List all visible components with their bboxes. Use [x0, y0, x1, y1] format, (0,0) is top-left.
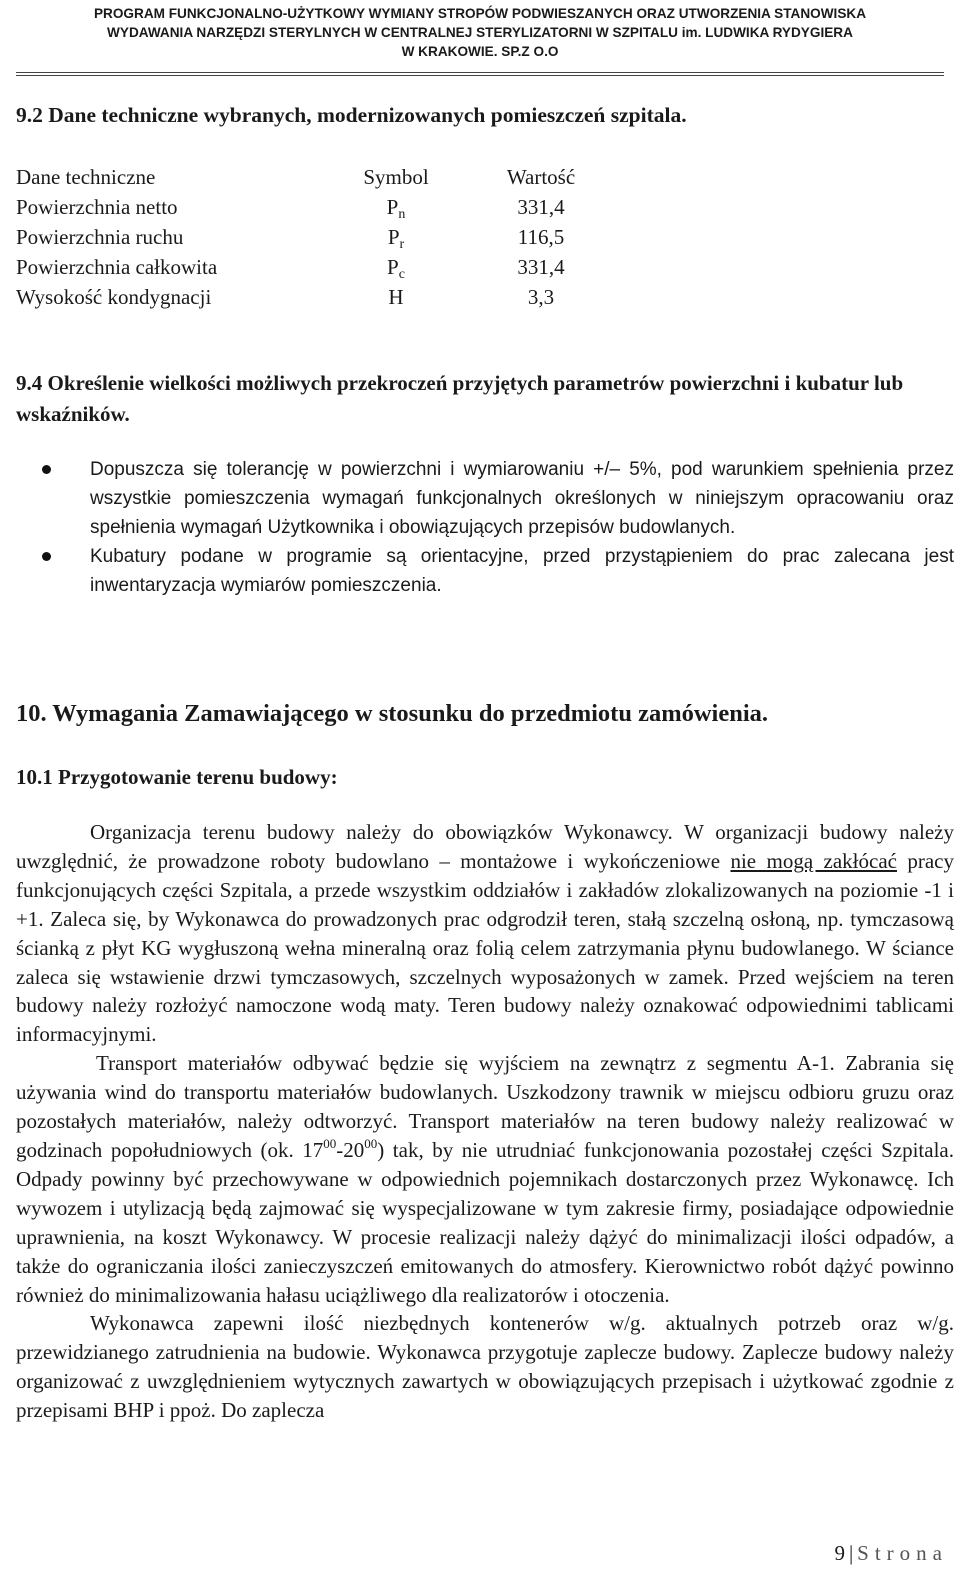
- footer-label: Strona: [857, 1541, 948, 1565]
- table-cell-symbol: $P_c$: [387, 255, 405, 282]
- section-10-heading: 10. Wymagania Zamawiającego w stosunku do przedmiotu zamówienia.: [16, 700, 769, 727]
- footer-separator: |: [848, 1541, 854, 1565]
- table-cell-symbol: $P_n$: [386, 195, 406, 222]
- bullet-icon: [42, 465, 51, 474]
- header-divider: [16, 72, 944, 73]
- list-item: [42, 455, 954, 542]
- paragraph-site-organization: Organizacja terenu budowy należy do obowiązków Wykonawcy. W organizacji budowy należy uwzględnić, że prowadzone roboty budowlano – montażowe i wykończeniowe nie mogą zakłócać pracy funkcjonujących części Szpitala, a przede wszystkim oddziałów i zakładów zlokalizowanych na poziomie -1 i +1. Zaleca się, by Wykonawca do prowadzonych prac odgrodził teren, stałą szczelną osłoną, np. tymczasową ścianką z płyt KG wygłuszoną wełna mineralną oraz folią celem zatrzymania płynu budowlanego. W ściance zaleca się wstawienie drzwi tymczasowych, szczelnych wyposażonych w zamek. Przed wejściem na teren budowy należy rozłożyć namoczone wodą maty. Teren budowy należy oznakować odpowiednimi tablicami informacyjnymi.: [16, 820, 954, 1047]
- table-row: [16, 252, 606, 282]
- table-cell-name: Powierzchnia netto: [16, 195, 178, 219]
- table-cell-symbol: H: [388, 285, 404, 309]
- tolerance-bullet-list: [42, 455, 954, 600]
- header-line-2: WYDAWANIA NARZĘDZI STERYLNYCH W CENTRALNEJ STERYLIZATORNI W SZPITALU im. LUDWIKA RYDYGIERA: [107, 25, 853, 40]
- table-cell-value: 3,3: [527, 285, 555, 309]
- list-item: [42, 542, 954, 600]
- table-cell-value: 331,4: [517, 255, 565, 279]
- table-header-row: [16, 162, 606, 192]
- page-footer: [834, 1541, 948, 1566]
- header-line-3: W KRAKOWIE. SP.Z O.O: [401, 44, 559, 59]
- bullet-icon: [42, 552, 51, 561]
- page-number: 9: [834, 1541, 845, 1565]
- table-cell-symbol: $P_r$: [387, 225, 405, 252]
- section-10-1-body: [16, 818, 954, 1425]
- table-cell-value: 116,5: [517, 225, 565, 249]
- table-header-cell: Wartość: [506, 165, 576, 189]
- section-10-1-heading: 10.1 Przygotowanie terenu budowy:: [16, 765, 338, 789]
- paragraph-site-facilities: Wykonawca zapewni ilość niezbędnych kontenerów w/g. aktualnych potrzeb oraz w/g. przewidzianego zatrudnienia na budowie. Wykonawca przygotuje zaplecze budowy. Zaplecze budowy należy organizować z uwzględnieniem wytycznych zawartych w obowiązujących przepisach i użytkować zgodnie z przepisami BHP i ppoż. Do zaplecza: [16, 1311, 954, 1423]
- bullet-text: Dopuszcza się tolerancję w powierzchni i wymiarowaniu +/– 5%, pod warunkiem spełnienia przez wszystkie pomieszczenia wymagań funkcjonalnych określonych w niniejszym opracowaniu oraz spełnienia wymagań Użytkownika i obowiązujących przepisów budowlanych.: [90, 459, 954, 538]
- table-header-cell: Symbol: [363, 165, 429, 189]
- table-row: [16, 222, 606, 252]
- table-cell-name: Powierzchnia całkowita: [16, 255, 218, 279]
- bullet-text: Kubatury podane w programie są orientacyjne, przed przystąpieniem do prac zalecana jest inwentaryzacja wymiarów pomieszczenia.: [90, 546, 954, 596]
- section-9-2-heading: 9.2 Dane techniczne wybranych, modernizowanych pomieszczeń szpitala.: [16, 103, 687, 127]
- table-row: [16, 282, 606, 312]
- table-cell-name: Powierzchnia ruchu: [16, 225, 184, 249]
- header-divider-thin: [16, 75, 944, 76]
- table-cell-value: 331,4: [517, 195, 565, 219]
- document-header: [0, 4, 960, 61]
- table-row: [16, 192, 606, 222]
- paragraph-material-transport: Transport materiałów odbywać będzie się wyjściem na zewnątrz z segmentu A-1. Zabrania się używania wind do transportu materiałów budowlanych. Uszkodzony trawnik w miejscu odbioru gruzu oraz pozostałych materiałów, należy odtworzyć. Transport materiałów na teren budowy należy realizować w godzinach popołudniowych (ok. $17^{00}-20^{00}$) tak, by nie utrudniać funkcjonowania pozostałej części Szpitala. Odpady powinny być przechowywane w odpowiednich pojemnikach dostarczonych przez Wykonawcę. Ich wywozem i utylizacją będą zajmować się wyspecjalizowane w tym zakresie firmy, posiadające odpowiednie uprawnienia, na koszt Wykonawcy. W procesie realizacji należy dążyć do minimalizacji ilości odpadów, a także do ograniczania ilości zanieczyszczeń emitowanych do atmosfery. Kierownictwo robót dążyć powinno również do minimalizowania hałasu uciążliwego dla realizatorów i otoczenia.: [16, 1051, 954, 1307]
- table-cell-name: Wysokość kondygnacji: [16, 285, 212, 309]
- section-9-4-heading: 9.4 Określenie wielkości możliwych przekroczeń przyjętych parametrów powierzchni i kubatur lub wskaźników.: [16, 371, 904, 426]
- underlined-phrase: nie mogą zakłócać: [730, 848, 897, 873]
- table-header-cell: Dane techniczne: [16, 165, 156, 189]
- technical-data-table: [16, 162, 606, 312]
- header-line-1: PROGRAM FUNKCJONALNO-UŻYTKOWY WYMIANY STROPÓW PODWIESZANYCH ORAZ UTWORZENIA STANOWISKA: [93, 6, 867, 21]
